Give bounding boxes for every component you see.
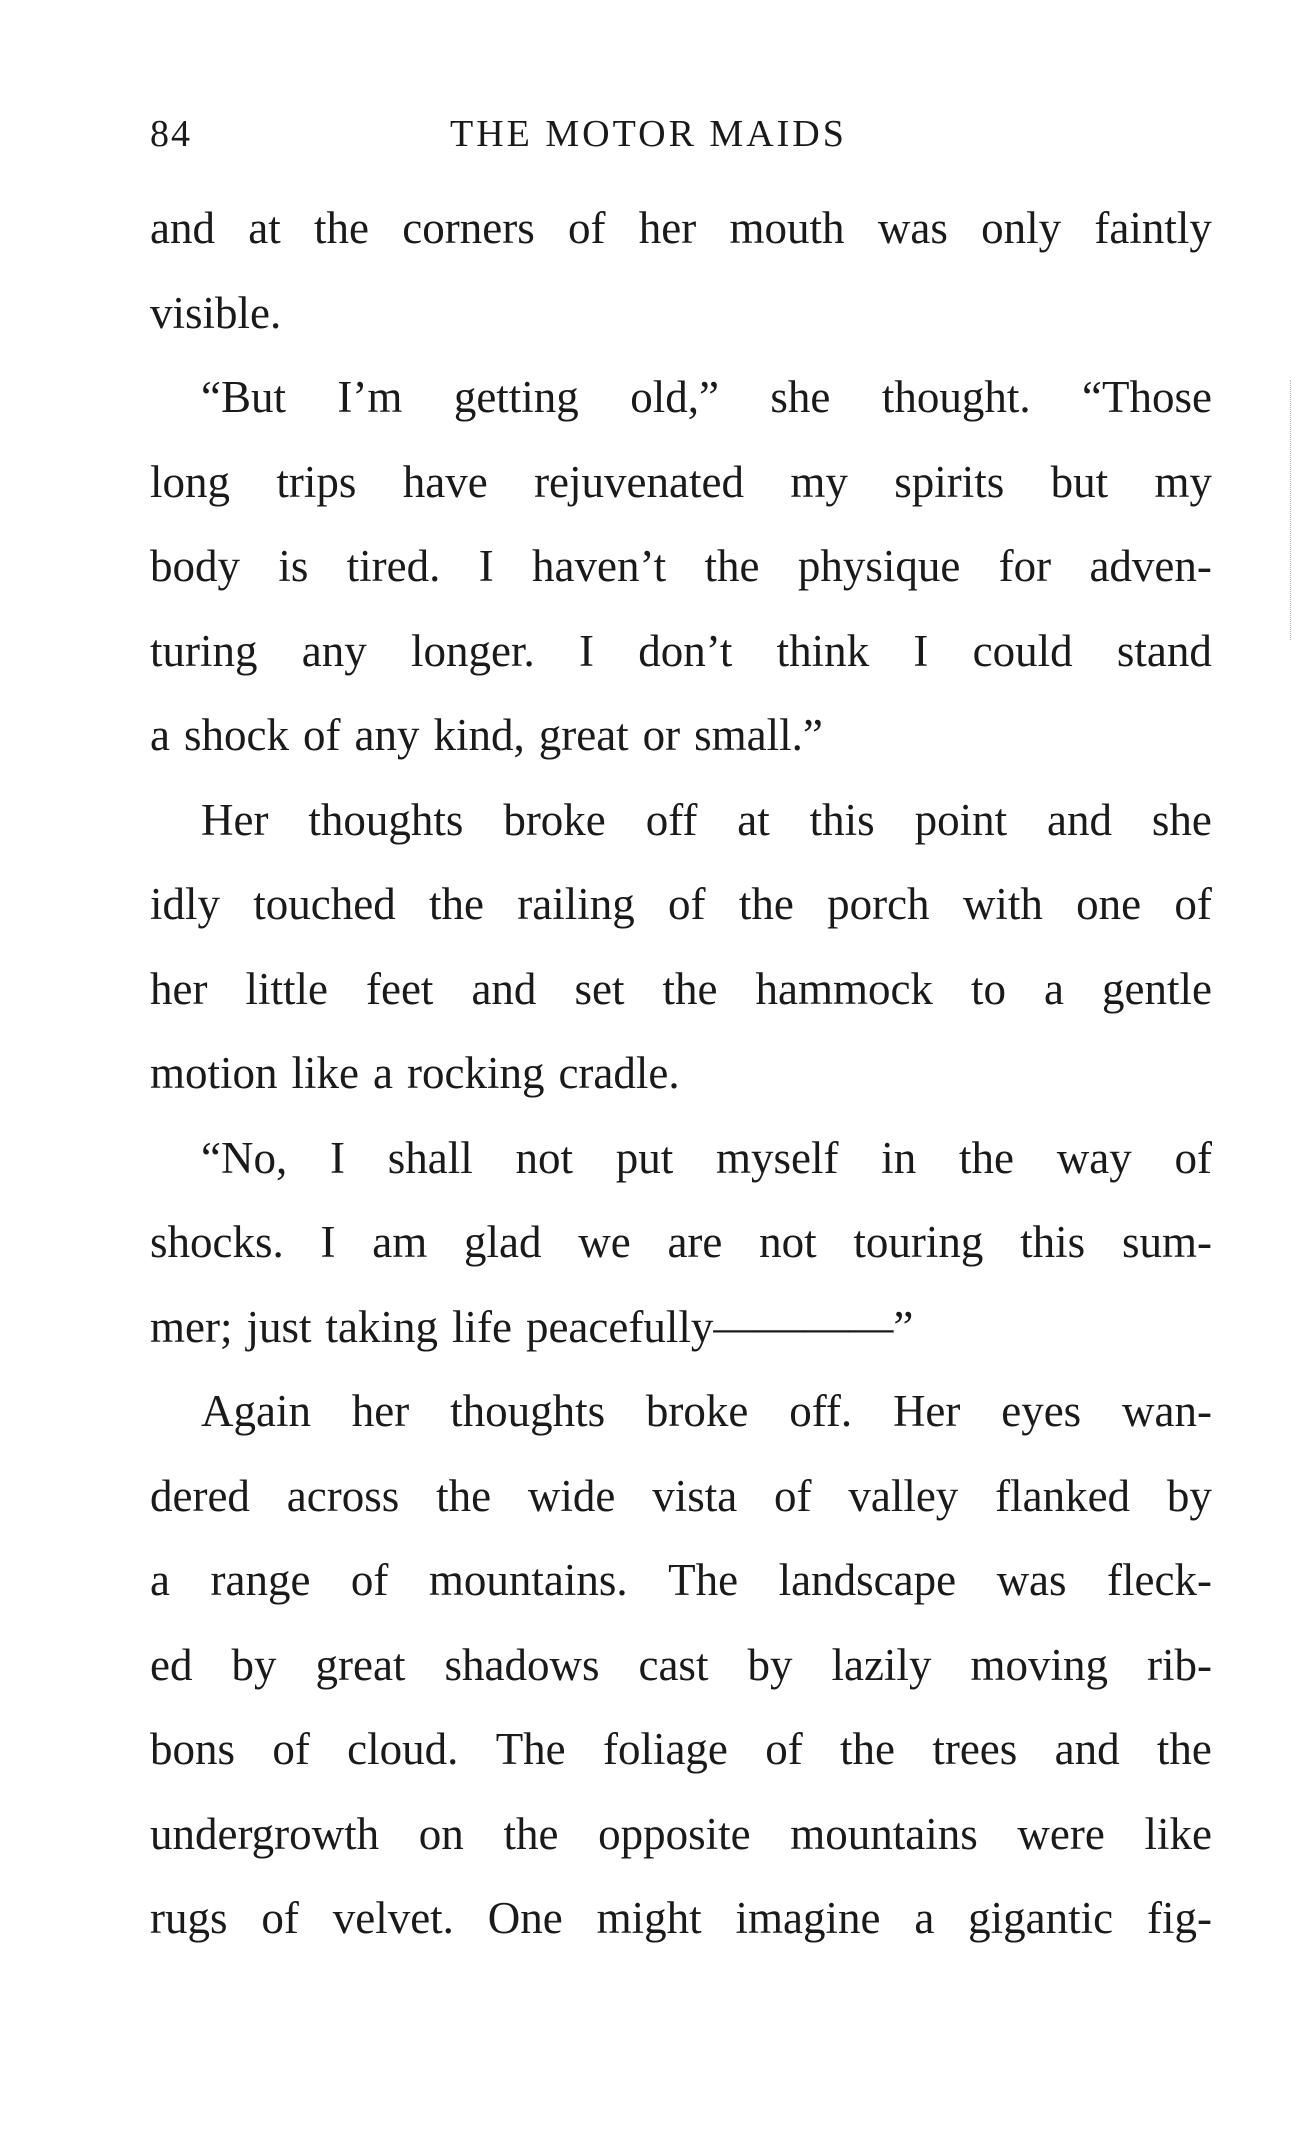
body-text [150, 198, 1212, 1973]
running-head: THE MOTOR MAIDS [450, 113, 847, 155]
text-line: “No, I shall not put myself in the way of [201, 1132, 1212, 1183]
text-line: and at the corners of her mouth was only faintly [150, 203, 1212, 253]
text-line: a shock of any kind, great or small.” [150, 710, 823, 760]
text-line: rugs of velvet. One might imagine a gigantic fig- [150, 1893, 1212, 1943]
text-line: shocks. I am glad we are not touring this sum- [150, 1217, 1212, 1267]
text-line: Again her thoughts broke off. Her eyes wan- [201, 1386, 1212, 1436]
text-line: her little feet and set the hammock to a gentle [150, 963, 1212, 1014]
text-line: body is tired. I haven’t the physique for adven- [150, 541, 1212, 591]
text-line: long trips have rejuvenated my spirits but my [150, 456, 1212, 507]
text-line: “But I’m getting old,” she thought. “Those [201, 372, 1212, 422]
text-line: ed by great shadows cast by lazily moving rib- [150, 1639, 1212, 1690]
margin-specks [1290, 380, 1293, 640]
text-line: a range of mountains. The landscape was fleck- [150, 1555, 1212, 1605]
text-line: idly touched the railing of the porch with one of [150, 879, 1212, 929]
page-number: 84 [150, 113, 192, 155]
text-line: visible. [150, 287, 282, 338]
text-line: motion like a rocking cradle. [150, 1048, 680, 1098]
page-header [150, 112, 1210, 162]
text-line: turing any longer. I don’t think I could stand [150, 625, 1212, 676]
text-line: Her thoughts broke off at this point and she [201, 794, 1212, 845]
text-line: bons of cloud. The foliage of the trees and the [150, 1724, 1212, 1774]
text-line: undergrowth on the opposite mountains were like [150, 1808, 1212, 1859]
text-line: mer; just taking life peacefully————” [150, 1301, 914, 1352]
text-line: dered across the wide vista of valley flanked by [150, 1470, 1212, 1521]
